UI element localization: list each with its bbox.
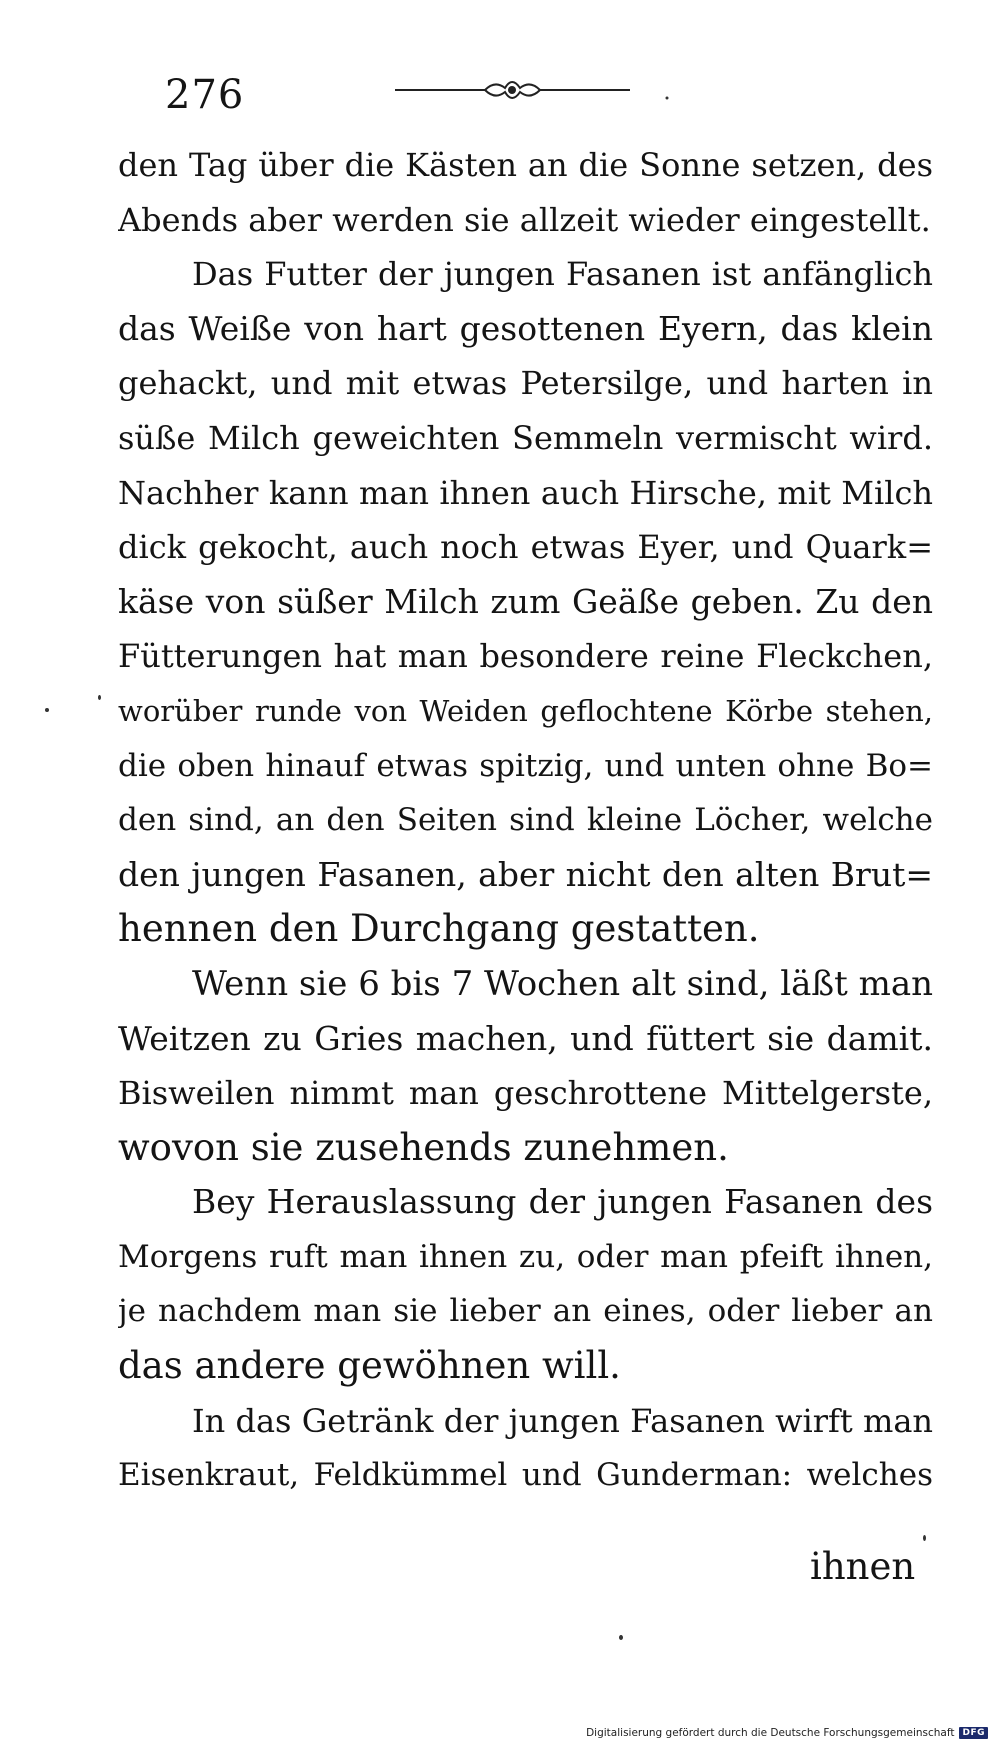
text-line: Wenn sie 6 bis 7 Wochen alt sind, läßt man	[192, 963, 933, 1004]
text-line: Bisweilen nimmt man geschrottene Mittelgerste,	[118, 1074, 933, 1113]
text-line: Weitzen zu Gries machen, und füttert sie damit.	[118, 1018, 933, 1058]
catchword: ihnen	[810, 1545, 916, 1588]
header-ornament	[395, 70, 685, 110]
text-line: süße Milch geweichten Semmeln vermischt wird.	[118, 418, 933, 457]
text-line: je nachdem man sie lieber an eines, oder lieber an	[118, 1293, 933, 1330]
text-line: Abends aber werden sie allzeit wieder eingestellt.	[118, 200, 931, 239]
text-line: Fütterungen hat man besondere reine Fleckchen,	[118, 637, 933, 676]
text-line: käse von süßer Milch zum Geäße geben. Zu den	[118, 581, 933, 621]
footer-credit: Digitalisierung gefördert durch die Deutsche Forschungsgemeinschaft	[586, 1727, 955, 1739]
text-line: dick gekocht, auch noch etwas Eyer, und Quark=	[118, 528, 933, 567]
text-line: das Weiße von hart gesottenen Eyern, das klein	[118, 308, 933, 348]
dfg-logo: DFG	[959, 1727, 988, 1739]
body-text	[118, 138, 933, 1503]
text-line: hennen den Durchgang gestatten.	[118, 907, 760, 951]
text-line: den jungen Fasanen, aber nicht den alten Brut=	[118, 854, 933, 894]
ink-speck	[98, 695, 101, 700]
text-line: die oben hinauf etwas spitzig, und unten ohne Bo=	[118, 747, 933, 784]
ink-speck	[619, 1635, 623, 1640]
text-line: Das Futter der jungen Fasanen ist anfänglich	[192, 255, 933, 294]
text-line: Eisenkraut, Feldkümmel und Gunderman: welches	[118, 1457, 933, 1494]
text-line: den sind, an den Seiten sind kleine Löcher, welche	[118, 802, 933, 839]
ink-speck	[923, 1535, 926, 1541]
text-line: gehackt, und mit etwas Petersilge, und harten in	[118, 364, 933, 403]
text-line: Bey Herauslassung der jungen Fasanen des	[192, 1182, 933, 1222]
page-number: 276	[165, 72, 245, 118]
text-line: das andere gewöhnen will.	[118, 1344, 621, 1388]
text-line: Morgens ruft man ihnen zu, oder man pfeift ihnen,	[118, 1238, 933, 1275]
ink-speck	[45, 708, 49, 712]
text-line: worüber runde von Weiden geflochtene Körbe stehen,	[118, 693, 933, 728]
text-line: den Tag über die Kästen an die Sonne setzen, des	[118, 146, 933, 184]
text-line: In das Getränk der jungen Fasanen wirft man	[192, 1401, 933, 1440]
digitization-footer	[586, 1727, 988, 1739]
text-line: wovon sie zusehends zunehmen.	[118, 1125, 729, 1169]
text-line: Nachher kann man ihnen auch Hirsche, mit Milch	[118, 473, 933, 512]
